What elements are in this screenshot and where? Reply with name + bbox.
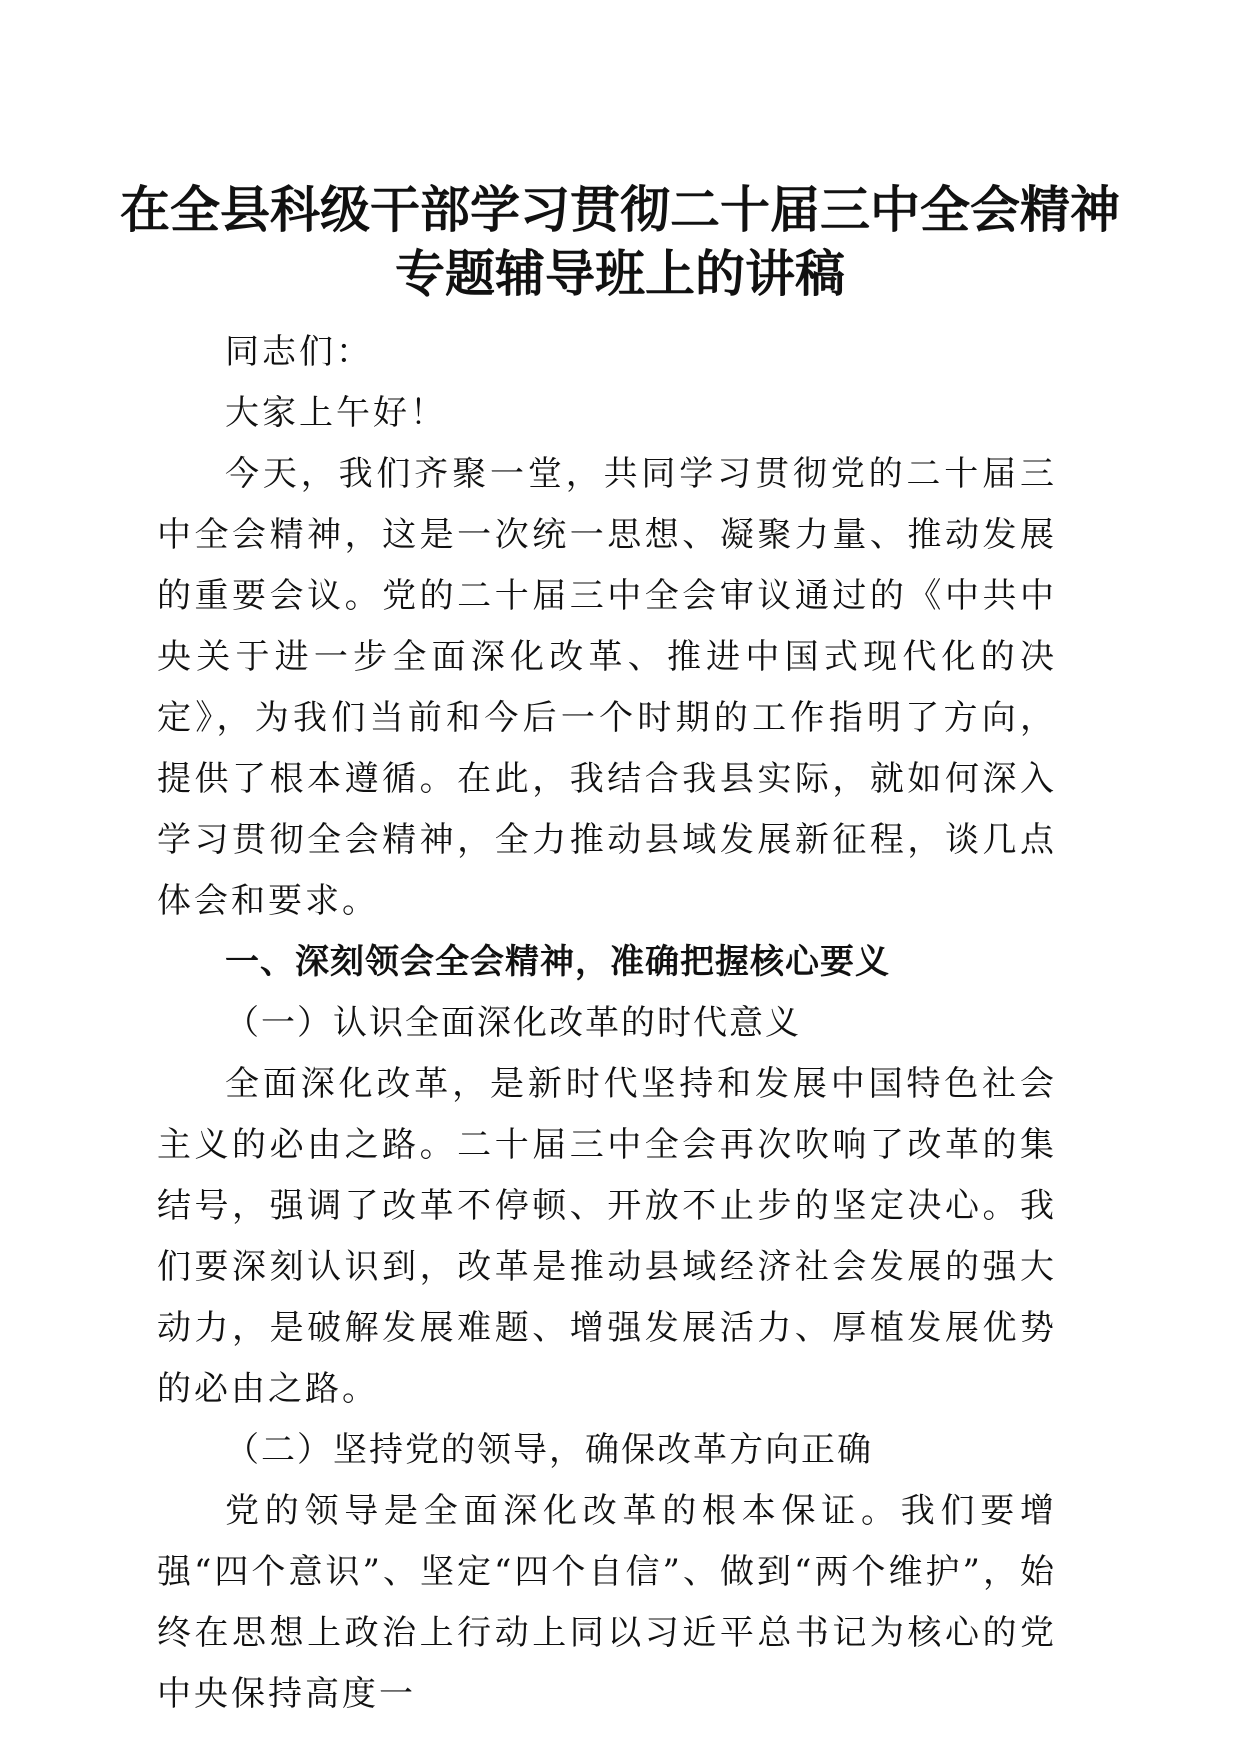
greeting: 大家上午好！ [225, 393, 447, 433]
title-line-1: 在全县科级干部学习贯彻二十届三中全会精神 [120, 180, 1120, 239]
title-line-2: 专题辅导班上的讲稿 [395, 244, 845, 303]
document-title [100, 178, 1140, 306]
intro-paragraph: 今天，我们齐聚一堂，共同学习贯彻党的二十届三中全会精神，这是一次统一思想、凝聚力量、推动发展的重要会议。党的二十届三中全会审议通过的《中共中央关于进一步全面深化改革、推进中国式现代化的决定》，为我们当前和今后一个时期的工作指明了方向，提供了根本遵循。在此，我结合我县实际，就如何深入学习贯彻全会精神，全力推动县域发展新征程，谈几点体会和要求。 [157, 454, 1057, 921]
subsection-2-heading: （二）坚持党的领导，确保改革方向正确 [225, 1430, 873, 1470]
reform-paragraph: 全面深化改革，是新时代坚持和发展中国特色社会主义的必由之路。二十届三中全会再次吹响了改革的集结号，强调了改革不停顿、开放不止步的坚定决心。我们要深刻认识到，改革是推动县域经济社会发展的强大动力，是破解发展难题、增强发展活力、厚植发展优势的必由之路。 [157, 1064, 1057, 1409]
subsection-1-heading: （一）认识全面深化改革的时代意义 [225, 1003, 801, 1043]
section-1-heading: 一、深刻领会全会精神，准确把握核心要义 [225, 942, 890, 982]
salutation: 同志们： [225, 332, 373, 372]
party-leadership-paragraph: 党的领导是全面深化改革的根本保证。我们要增强“四个意识”、坚定“四个自信”、做到“两个维护”，始终在思想上政治上行动上同以习近平总书记为核心的党中央保持高度一 [157, 1491, 1057, 1714]
document-body [157, 322, 1057, 1725]
